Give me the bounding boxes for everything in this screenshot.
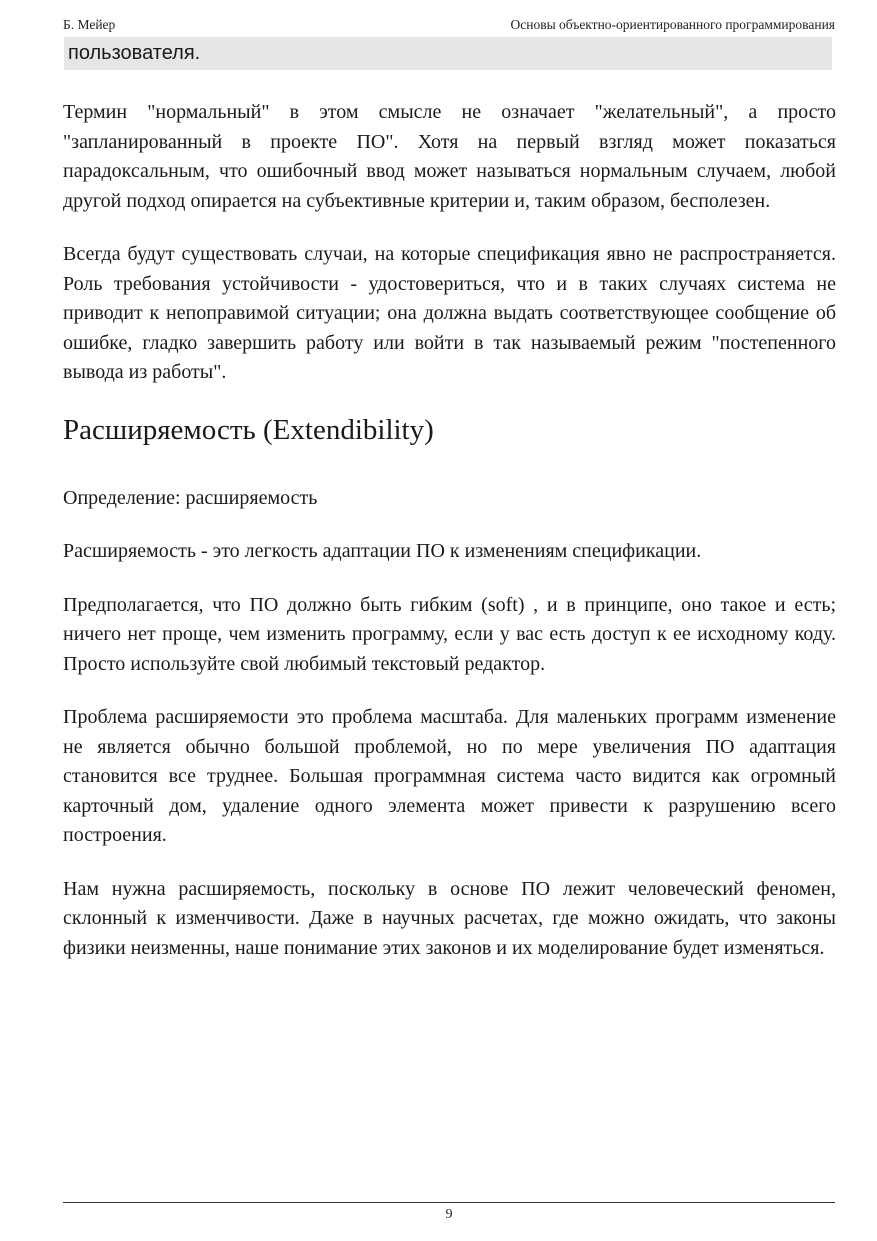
header-book-title: Основы объектно-ориентированного программирования xyxy=(510,17,835,32)
paragraph-normal-term: Термин "нормальный" в этом смысле не означает "желательный", а просто "запланированный в проекте ПО". Хотя на первый взгляд может показаться парадоксальным, что ошибочный ввод может называться нормальным случаем, любой другой подход опирается на субъективные критерии и, таким образом, бесполезен. xyxy=(63,101,836,212)
header-author: Б. Мейер xyxy=(63,17,116,32)
footer-divider xyxy=(63,1202,835,1203)
paragraph-robustness: Всегда будут существовать случаи, на которые спецификация явно не распространяется. Роль требования устойчивости - удостовериться, что и в таких случаях система не приводит к непоправимой ситуации; она должна выдать соответствующее сообщение об ошибке, гладко завершить работу или войти в так называемый режим "постепенного вывода из работы". xyxy=(63,243,836,383)
paragraph-soft: Предполагается, что ПО должно быть гибким (soft) , и в принципе, оно такое и есть; ничего нет проще, чем изменить программу, если у вас есть доступ к ее исходному коду. Просто используйте свой любимый текстовый редактор. xyxy=(63,593,836,675)
section-heading: Расширяемость (Extendibility) xyxy=(63,413,434,446)
paragraph-scale-problem: Проблема расширяемости это проблема масштаба. Для маленьких программ изменение не является обычно большой проблемой, но по мере увеличения ПО адаптация становится все труднее. Большая программная система часто видится как огромный карточный дом, удаление одного элемента может привести к разрушению всего построения. xyxy=(63,706,836,846)
carryover-text-box xyxy=(64,37,832,70)
page-header xyxy=(63,16,835,36)
definition-label: Определение: расширяемость xyxy=(63,486,318,509)
page-content xyxy=(63,98,836,987)
paragraph-human-phenomenon: Нам нужна расширяемость, поскольку в основе ПО лежит человеческий феномен, склонный к изменчивости. Даже в научных расчетах, где можно ожидать, что законы физики неизменны, наше понимание этих законов и их моделирование будет изменяться. xyxy=(63,877,836,959)
page-number: 9 xyxy=(445,1207,453,1222)
paragraph-extendibility-definition: Расширяемость - это легкость адаптации ПО к изменениям спецификации. xyxy=(63,540,702,562)
carryover-text: пользователя. xyxy=(68,42,201,64)
